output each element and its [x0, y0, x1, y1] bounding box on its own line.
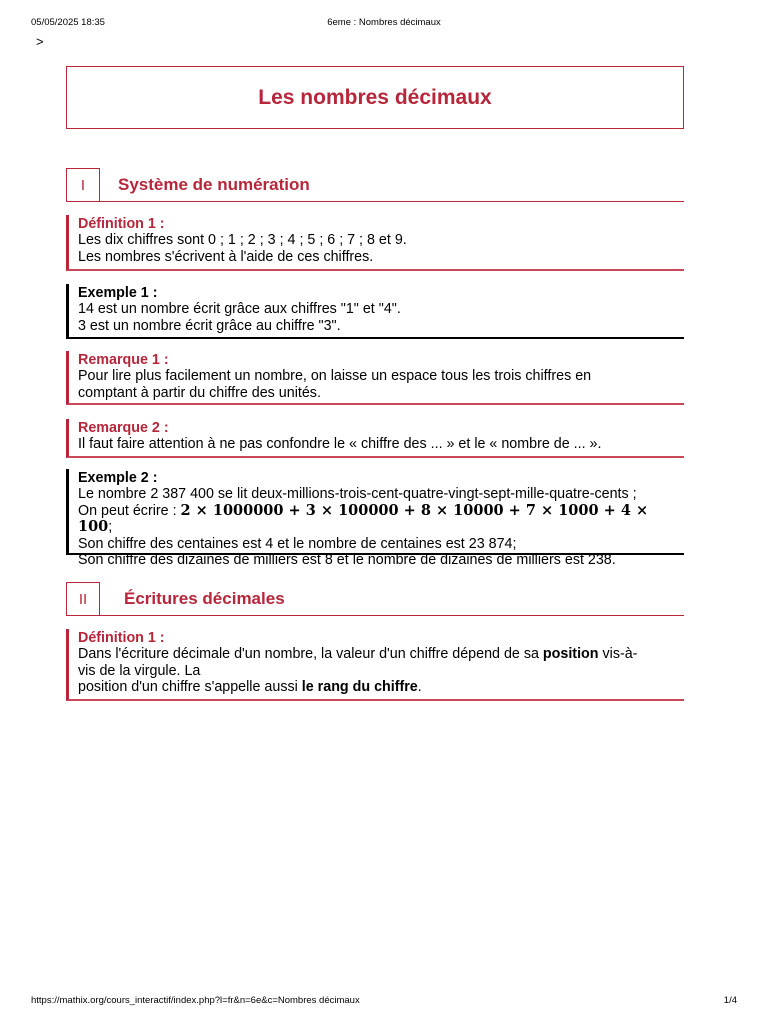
- footer-page-number: 1/4: [723, 995, 737, 1006]
- block-line: Les dix chiffres sont 0 ; 1 ; 2 ; 3 ; 4 ; 5 ; 6 ; 7 ; 8 et 9.: [78, 232, 407, 249]
- block-line: Son chiffre des dizaines de milliers est 8 et le nombre de dizaines de milliers est 238.: [78, 552, 616, 569]
- page-title-box: [66, 66, 684, 129]
- page-title: Les nombres décimaux: [258, 85, 492, 109]
- text-run: vis-à-: [602, 646, 638, 663]
- block-line: Son chiffre des centaines est 4 et le nombre de centaines est 23 874;: [78, 535, 517, 552]
- block-label: Définition 1 :: [78, 630, 165, 646]
- text-run: .: [417, 679, 422, 696]
- section-heading-2: [66, 582, 684, 616]
- block-line: Il faut faire attention à ne pas confondre le « chiffre des ... » et le « nombre de ... ».: [78, 436, 602, 453]
- block-label: Remarque 1 :: [78, 352, 169, 368]
- print-header: [0, 17, 768, 31]
- text-run: Dans l'écriture décimale d'un nombre, la valeur d'un chiffre dépend de sa: [78, 646, 539, 663]
- definition-block-1: [66, 215, 684, 271]
- math-prefix: On peut écrire :: [78, 502, 177, 519]
- definition-block-2: [66, 629, 684, 701]
- remark-block-2: [66, 419, 684, 458]
- example-block-2: [66, 469, 684, 569]
- block-label: Définition 1 :: [78, 216, 165, 232]
- section-number-2: II: [66, 582, 100, 616]
- section-heading-1: [66, 168, 684, 202]
- breadcrumb-arrow[interactable]: >: [36, 34, 44, 49]
- remark-block-1: [66, 351, 684, 405]
- print-doc-title: 6eme : Nombres décimaux: [327, 17, 441, 28]
- bold-term: position: [542, 646, 599, 663]
- text-run: position d'un chiffre s'appelle aussi: [78, 679, 298, 696]
- block-line: 3 est un nombre écrit grâce au chiffre "3".: [78, 317, 341, 334]
- block-line: Pour lire plus facilement un nombre, on laisse un espace tous les trois chiffres en: [78, 368, 592, 385]
- block-label: Remarque 2 :: [78, 420, 169, 436]
- block-line: comptant à partir du chiffre des unités.: [78, 384, 321, 401]
- block-line: Les nombres s'écrivent à l'aide de ces chiffres.: [78, 248, 374, 265]
- block-line: vis de la virgule. La: [78, 662, 201, 679]
- block-label: Exemple 1 :: [78, 285, 158, 301]
- block-line: [78, 679, 684, 695]
- section-title-1: Système de numération: [118, 175, 310, 194]
- section-number-1: I: [66, 168, 100, 202]
- block-label: Exemple 2 :: [78, 470, 158, 486]
- block-line: [78, 646, 684, 662]
- print-date: 05/05/2025 18:35: [31, 17, 105, 28]
- block-line: 14 est un nombre écrit grâce aux chiffres "1" et "4".: [78, 301, 401, 318]
- math-expression: 2 × 1000000 + 3 × 100000 + 8 × 10000 + 7 × 1000 + 4 × 100: [78, 501, 649, 536]
- example-block-1: [66, 284, 684, 339]
- bold-term: le rang du chiffre: [301, 679, 418, 696]
- section-title-2: Écritures décimales: [124, 589, 285, 608]
- footer-url: https://mathix.org/cours_interactif/index.php?l=fr&n=6e&c=Nombres décimaux: [31, 995, 360, 1006]
- block-line-math: [78, 503, 684, 536]
- math-suffix: ;: [108, 519, 113, 536]
- block-line: Le nombre 2 387 400 se lit deux-millions-trois-cent-quatre-vingt-sept-mille-quatre-cents ;: [78, 486, 637, 503]
